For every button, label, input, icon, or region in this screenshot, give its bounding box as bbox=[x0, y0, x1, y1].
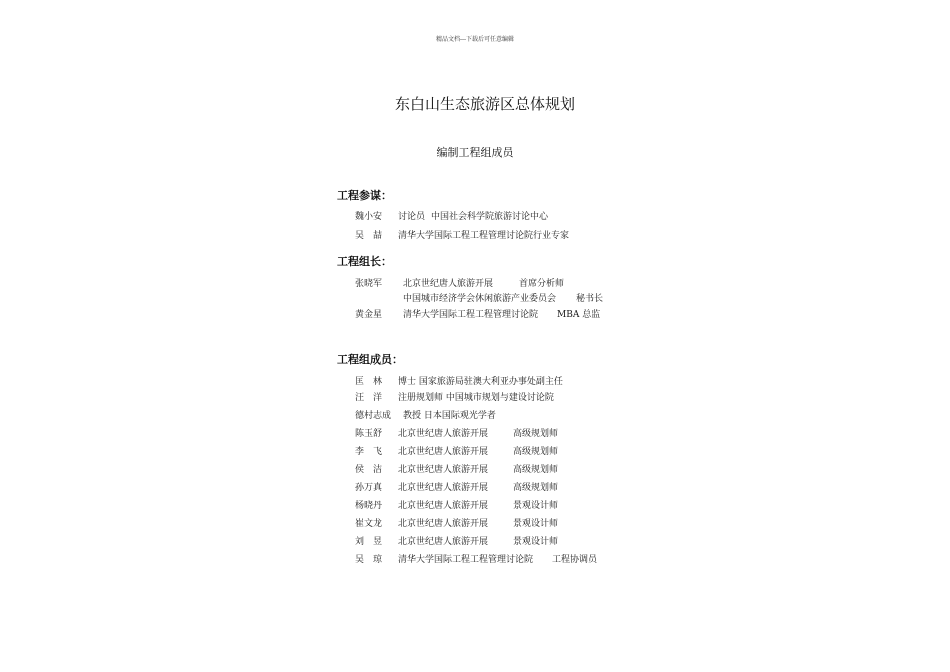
header-note: 精品文档---下载后可任意编辑 bbox=[435, 36, 515, 43]
leader-org: 清华大学国际工程工程管理讨论院 bbox=[403, 310, 539, 320]
member-name: 崔文龙 bbox=[355, 519, 383, 529]
member-title: 景观设计师 bbox=[513, 501, 559, 511]
member-org: 北京世纪唐人旅游开展 bbox=[398, 429, 489, 439]
member-title: 景观设计师 bbox=[513, 519, 559, 529]
member-org: 清华大学国际工程工程管理讨论院 bbox=[398, 555, 534, 565]
member-org: 北京世纪唐人旅游开展 bbox=[398, 465, 489, 475]
member-name: 孙万真 bbox=[355, 483, 383, 493]
advisors-heading: 工程参谋： bbox=[337, 189, 392, 202]
member-name: 侯 洁 bbox=[355, 465, 383, 475]
member-name: 德村志成 bbox=[355, 411, 392, 421]
document-title: 东白山生态旅游区总体规划 bbox=[394, 95, 575, 113]
leader-title: 秘书长 bbox=[576, 294, 604, 304]
member-name: 陈玉舒 bbox=[355, 429, 383, 439]
member-title: 工程协调员 bbox=[552, 555, 598, 565]
advisor-role: 讨论员 bbox=[398, 212, 426, 222]
member-org: 北京世纪唐人旅游开展 bbox=[398, 447, 489, 457]
member-org: 教授 日本国际观光学者 bbox=[403, 411, 496, 421]
member-name: 刘 昱 bbox=[355, 537, 383, 547]
member-org: 注册规划师 中国城市规划与建设讨论院 bbox=[398, 393, 554, 403]
advisor-org: 清华大学国际工程工程管理讨论院行业专家 bbox=[398, 231, 570, 241]
member-title: 高级规划师 bbox=[513, 483, 559, 493]
member-org: 北京世纪唐人旅游开展 bbox=[398, 483, 489, 493]
leader-title: MBA 总监 bbox=[557, 310, 601, 320]
leader-title: 首席分析师 bbox=[519, 279, 565, 289]
team-heading: 工程组成员： bbox=[337, 353, 403, 366]
member-title: 高级规划师 bbox=[513, 429, 559, 439]
leaders-heading: 工程组长： bbox=[337, 255, 392, 268]
member-org: 北京世纪唐人旅游开展 bbox=[398, 537, 489, 547]
leader-org: 中国城市经济学会休闲旅游产业委员会 bbox=[403, 294, 557, 304]
document-subtitle: 编制工程组成员 bbox=[436, 146, 514, 159]
member-title: 景观设计师 bbox=[513, 537, 559, 547]
member-org: 北京世纪唐人旅游开展 bbox=[398, 501, 489, 511]
member-org: 博士 国家旅游局驻澳大利亚办事处副主任 bbox=[398, 377, 563, 387]
member-name: 杨晓丹 bbox=[355, 501, 383, 511]
leader-org: 北京世纪唐人旅游开展 bbox=[403, 279, 494, 289]
member-title: 高级规划师 bbox=[513, 465, 559, 475]
leader-name: 黄金星 bbox=[355, 310, 383, 320]
member-title: 高级规划师 bbox=[513, 447, 559, 457]
advisor-org: 中国社会科学院旅游讨论中心 bbox=[431, 212, 549, 222]
member-name: 吴 琼 bbox=[355, 555, 383, 565]
member-name: 汪 洋 bbox=[355, 393, 383, 403]
advisor-name: 魏小安 bbox=[355, 212, 383, 222]
member-name: 李 飞 bbox=[355, 447, 383, 457]
leader-name: 张晓军 bbox=[355, 279, 383, 289]
advisor-name: 吴 喆 bbox=[355, 231, 383, 241]
member-name: 匡 林 bbox=[355, 377, 383, 387]
member-org: 北京世纪唐人旅游开展 bbox=[398, 519, 489, 529]
